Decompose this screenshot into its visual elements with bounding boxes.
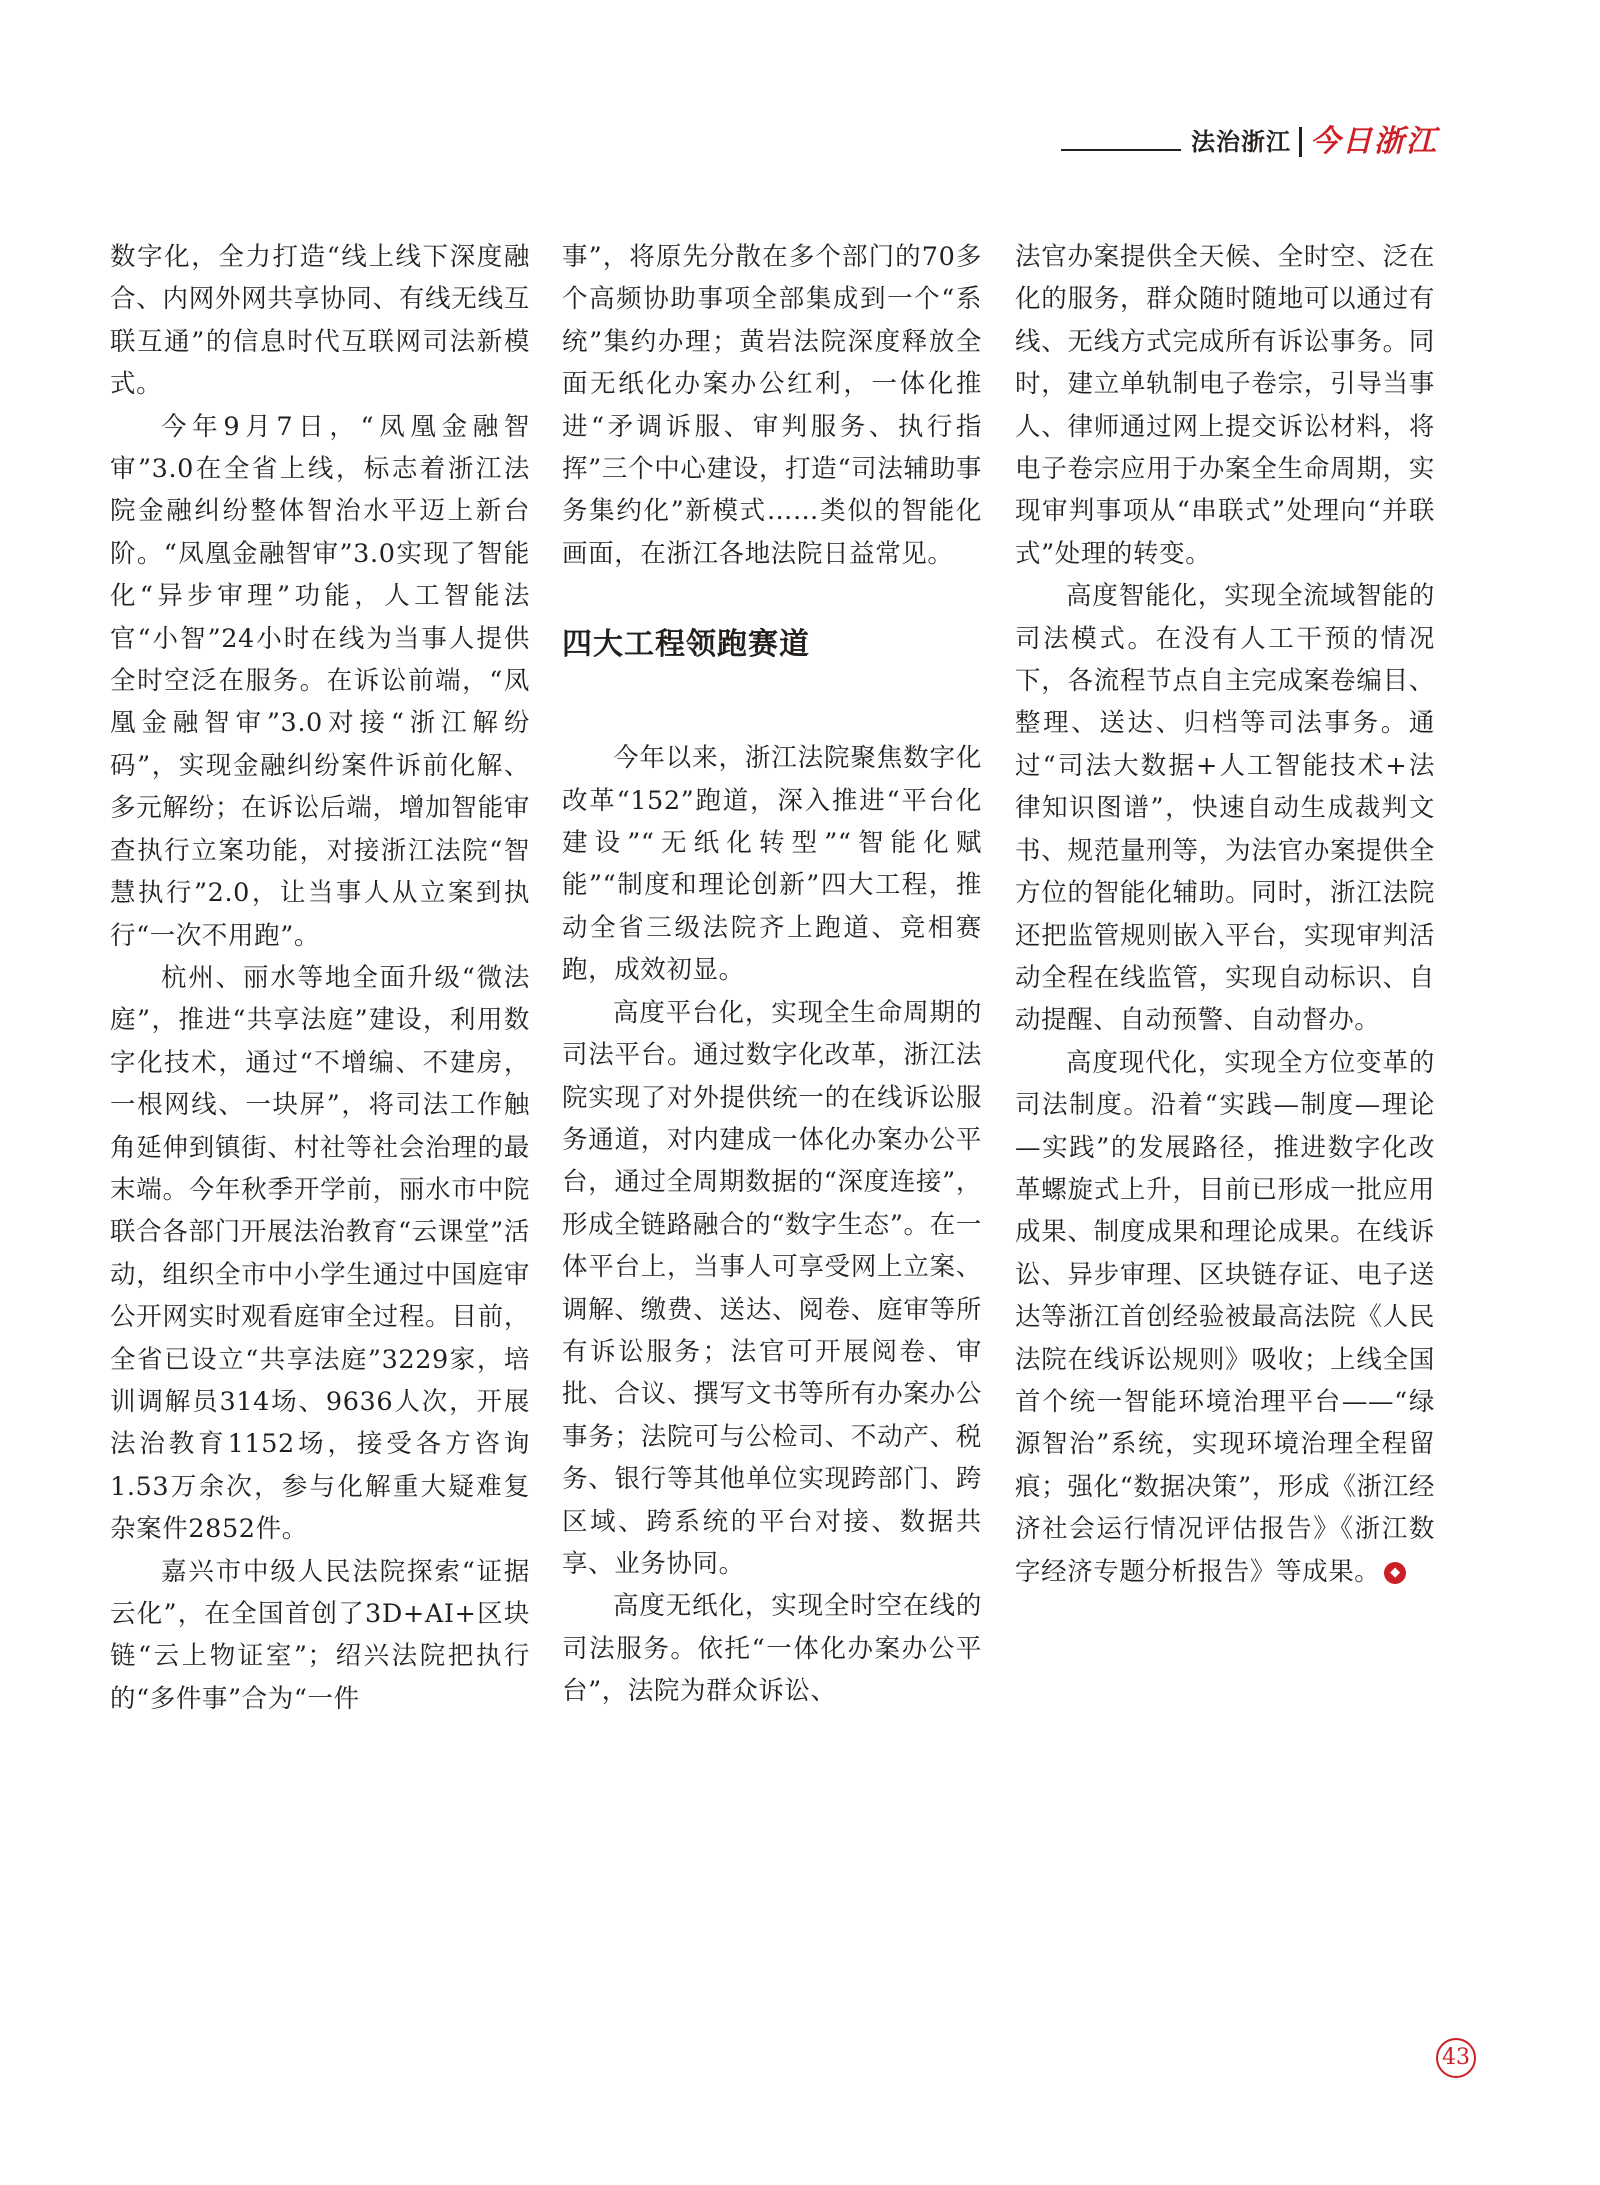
end-mark-icon: ◆ xyxy=(1384,1562,1406,1584)
brand-logo: 今日浙江 xyxy=(1310,124,1438,159)
paragraph xyxy=(1015,1042,1435,1593)
column-2 xyxy=(562,236,982,1713)
paragraph: 杭州、丽水等地全面升级“微法庭”，推进“共享法庭”建设，利用数字化技术，通过“不增编、不建房，一根网线、一块屏”，将司法工作触角延伸到镇街、村社等社会治理的最末端。今年秋季开学前，丽水市中院联合各部门开展法治教育“云课堂”活动，组织全市中小学生通过中国庭审公开网实时观看庭审全过程。目前，全省已设立“共享法庭”3229家，培训调解员314场、9636人次，开展法治教育1152场，接受各方咨询1.53万余次，参与化解重大疑难复杂案件2852件。 xyxy=(110,962,530,1545)
paragraph: 法官办案提供全天候、全时空、泛在化的服务，群众随时随地可以通过有线、无线方式完成所有诉讼事务。同时，建立单轨制电子卷宗，引导当事人、律师通过网上提交诉讼材料，将电子卷宗应用于办案全生命周期，实现审判事项从“串联式”处理向“并联式”处理的转变。 xyxy=(1015,242,1435,569)
column-3 xyxy=(1015,236,1435,1593)
page-header xyxy=(1061,122,1438,157)
paragraph: 数字化，全力打造“线上线下深度融合、内网外网共享协同、有线无线互联互通”的信息时代互联网司法新模式。 xyxy=(110,242,530,400)
section-label: 法治浙江 xyxy=(1191,128,1291,156)
page-number: 43 xyxy=(1436,2038,1476,2078)
header-divider xyxy=(1299,127,1302,157)
paragraph: 事”，将原先分散在多个部门的70多个高频协助事项全部集成到一个“系统”集约办理；黄岩法院深度释放全面无纸化办案办公红利，一体化推进“矛调诉服、审判服务、执行指挥”三个中心建设，打造“司法辅助事务集约化”新模式……类似的智能化画面，在浙江各地法院日益常见。 xyxy=(562,242,982,569)
column-1 xyxy=(110,236,530,1720)
paragraph: 今年9月7日，“凤凰金融智审”3.0在全省上线，标志着浙江法院金融纠纷整体智治水平迈上新台阶。“凤凰金融智审”3.0实现了智能化“异步审理”功能，人工智能法官“小智”24小时在线为当事人提供全时空泛在服务。在诉讼前端，“凤凰金融智审”3.0对接“浙江解纷码”，实现金融纠纷案件诉前化解、多元解纷；在诉讼后端，增加智能审查执行立案功能，对接浙江法院“智慧执行”2.0，让当事人从立案到执行“一次不用跑”。 xyxy=(110,411,530,951)
paragraph: 嘉兴市中级人民法院探索“证据云化”，在全国首创了3D+AI+区块链“云上物证室”；绍兴法院把执行的“多件事”合为“一件 xyxy=(110,1556,530,1714)
section-heading: 四大工程领跑赛道 xyxy=(562,627,810,663)
paragraph-text: 高度现代化，实现全方位变革的司法制度。沿着“实践—制度—理论—实践”的发展路径，推进数字化改革螺旋式上升，目前已形成一批应用成果、制度成果和理论成果。在线诉讼、异步审理、区块链存证、电子送达等浙江首创经验被最高法院《人民法院在线诉讼规则》吸收；上线全国首个统一智能环境治理平台——“绿源智治”系统，实现环境治理全程留痕；强化“数据决策”，形成《浙江经济社会运行情况评估报告》《浙江数字经济专题分析报告》等成果。 xyxy=(1015,1047,1435,1587)
header-rule xyxy=(1061,149,1181,151)
paragraph: 高度平台化，实现全生命周期的司法平台。通过数字化改革，浙江法院实现了对外提供统一的在线诉讼服务通道，对内建成一体化办案办公平台，通过全周期数据的“深度连接”，形成全链路融合的“数字生态”。在一体平台上，当事人可享受网上立案、调解、缴费、送达、阅卷、庭审等所有诉讼服务；法官可开展阅卷、审批、合议、撰写文书等所有办案办公事务；法院可与公检司、不动产、税务、银行等其他单位实现跨部门、跨区域、跨系统的平台对接、数据共享、业务协同。 xyxy=(562,997,982,1579)
paragraph: 今年以来，浙江法院聚焦数字化改革“152”跑道，深入推进“平台化建设”“无纸化转型”“智能化赋能”“制度和理论创新”四大工程，推动全省三级法院齐上跑道、竞相赛跑，成效初显。 xyxy=(562,743,982,986)
paragraph: 高度无纸化，实现全时空在线的司法服务。依托“一体化办案办公平台”，法院为群众诉讼、 xyxy=(562,1591,982,1707)
paragraph: 高度智能化，实现全流域智能的司法模式。在没有人工干预的情况下，各流程节点自主完成案卷编目、整理、送达、归档等司法事务。通过“司法大数据+人工智能技术+法律知识图谱”，快速自动生成裁判文书、规范量刑等，为法官办案提供全方位的智能化辅助。同时，浙江法院还把监管规则嵌入平台，实现审判活动全程在线监管，实现自动标识、自动提醒、自动预警、自动督办。 xyxy=(1015,581,1435,1036)
